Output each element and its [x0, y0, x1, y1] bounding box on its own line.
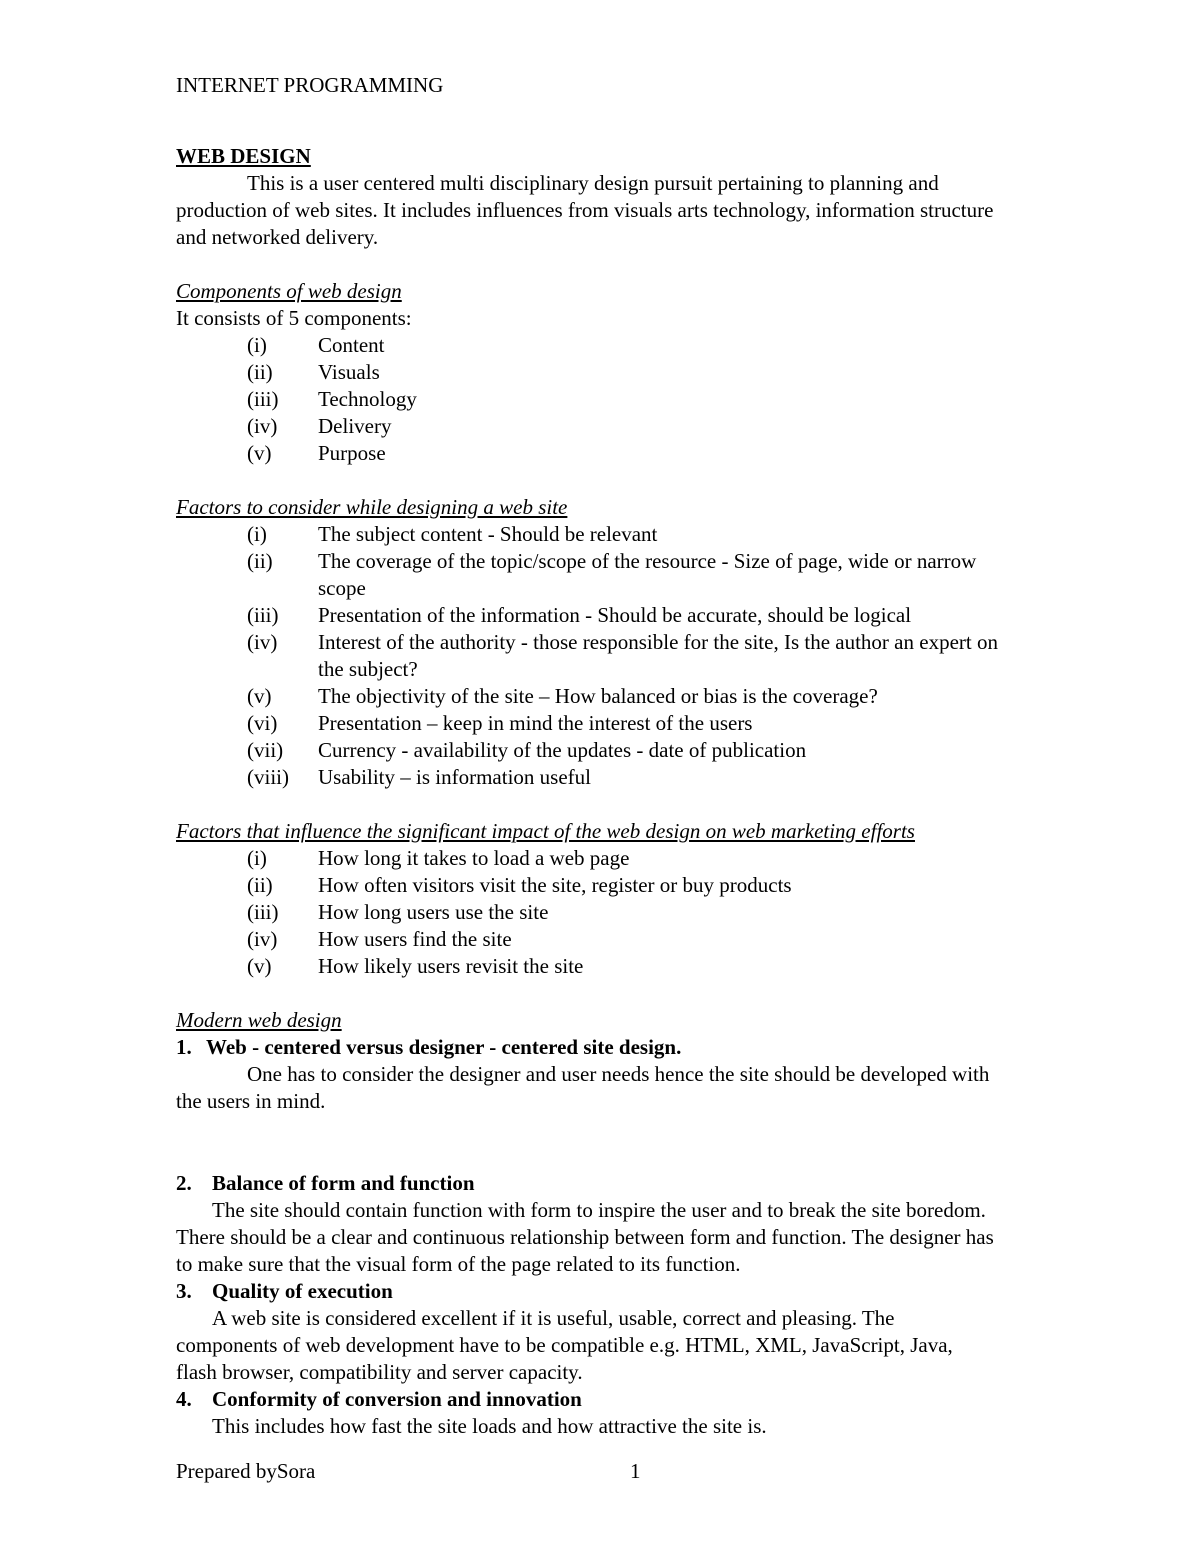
- list-number: (iv): [247, 630, 278, 654]
- list-number: (ii): [247, 873, 273, 897]
- section-body-line: One has to consider the designer and user needs hence the site should be developed with: [247, 1062, 990, 1086]
- list-item: How often visitors visit the site, register or buy products: [318, 873, 792, 897]
- section-body-line: to make sure that the visual form of the page related to its function.: [176, 1252, 741, 1276]
- list-item: The objectivity of the site – How balanced or bias is the coverage?: [318, 684, 878, 708]
- influence-heading: Factors that influence the significant impact of the web design on web marketing efforts: [176, 819, 915, 843]
- section-title: Balance of form and function: [212, 1171, 475, 1195]
- list-item: How likely users revisit the site: [318, 954, 584, 978]
- list-item: Technology: [318, 387, 417, 411]
- list-number: (viii): [247, 765, 289, 789]
- section-number: 3.: [176, 1279, 192, 1303]
- section-body-line: flash browser, compatibility and server capacity.: [176, 1360, 583, 1384]
- section-number: 1.: [176, 1035, 192, 1059]
- page-header: INTERNET PROGRAMMING: [176, 73, 444, 97]
- list-item: How long users use the site: [318, 900, 549, 924]
- list-number: (iii): [247, 603, 279, 627]
- list-item: The subject content - Should be relevant: [318, 522, 658, 546]
- web-design-para-line: production of web sites. It includes influences from visuals arts technology, information structure: [176, 198, 994, 222]
- list-number: (i): [247, 846, 267, 870]
- section-body-line: the users in mind.: [176, 1089, 326, 1113]
- section-number: 2.: [176, 1171, 192, 1195]
- modern-heading: Modern web design: [176, 1008, 342, 1032]
- section-body-line: components of web development have to be compatible e.g. HTML, XML, JavaScript, Java,: [176, 1333, 953, 1357]
- list-number: (i): [247, 333, 267, 357]
- list-number: (iv): [247, 414, 278, 438]
- list-item: Interest of the authority - those responsible for the site, Is the author an expert on: [318, 630, 998, 654]
- section-body-line: A web site is considered excellent if it is useful, usable, correct and pleasing. The: [212, 1306, 895, 1330]
- section-title: Conformity of conversion and innovation: [212, 1387, 582, 1411]
- list-number: (iii): [247, 900, 279, 924]
- list-item: The coverage of the topic/scope of the resource - Size of page, wide or narrow: [318, 549, 977, 573]
- section-body-line: This includes how fast the site loads and how attractive the site is.: [212, 1414, 767, 1438]
- web-design-para-line: This is a user centered multi disciplinary design pursuit pertaining to planning and: [247, 171, 939, 195]
- list-number: (v): [247, 954, 272, 978]
- list-item: Presentation of the information - Should be accurate, should be logical: [318, 603, 912, 627]
- list-number: (vii): [247, 738, 284, 762]
- section-number: 4.: [176, 1387, 192, 1411]
- list-number: (vi): [247, 711, 278, 735]
- section-title: Quality of execution: [212, 1279, 393, 1303]
- components-heading: Components of web design: [176, 279, 402, 303]
- list-number: (ii): [247, 360, 273, 384]
- list-item: How users find the site: [318, 927, 512, 951]
- footer-prepared-by: Prepared bySora: [176, 1459, 316, 1483]
- section-body-line: There should be a clear and continuous relationship between form and function. The designer has: [176, 1225, 994, 1249]
- list-item: Content: [318, 333, 385, 357]
- list-number: (ii): [247, 549, 273, 573]
- section-title: Web - centered versus designer - centered site design.: [206, 1035, 682, 1059]
- web-design-para-line: and networked delivery.: [176, 225, 379, 249]
- list-item: Presentation – keep in mind the interest of the users: [318, 711, 753, 735]
- page-number: 1: [630, 1459, 641, 1483]
- list-number: (i): [247, 522, 267, 546]
- section-body-line: The site should contain function with form to inspire the user and to break the site boredom.: [212, 1198, 986, 1222]
- list-number: (iv): [247, 927, 278, 951]
- factors-heading: Factors to consider while designing a web site: [176, 495, 568, 519]
- list-item: Usability – is information useful: [318, 765, 591, 789]
- components-intro: It consists of 5 components:: [176, 306, 412, 330]
- list-item: Purpose: [318, 441, 386, 465]
- list-item-continuation: the subject?: [318, 657, 418, 681]
- list-item: How long it takes to load a web page: [318, 846, 630, 870]
- list-item: Currency - availability of the updates - date of publication: [318, 738, 807, 762]
- list-item-continuation: scope: [318, 576, 366, 600]
- web-design-heading: WEB DESIGN: [176, 144, 311, 168]
- list-item: Delivery: [318, 414, 392, 438]
- list-item: Visuals: [318, 360, 380, 384]
- list-number: (iii): [247, 387, 279, 411]
- list-number: (v): [247, 684, 272, 708]
- list-number: (v): [247, 441, 272, 465]
